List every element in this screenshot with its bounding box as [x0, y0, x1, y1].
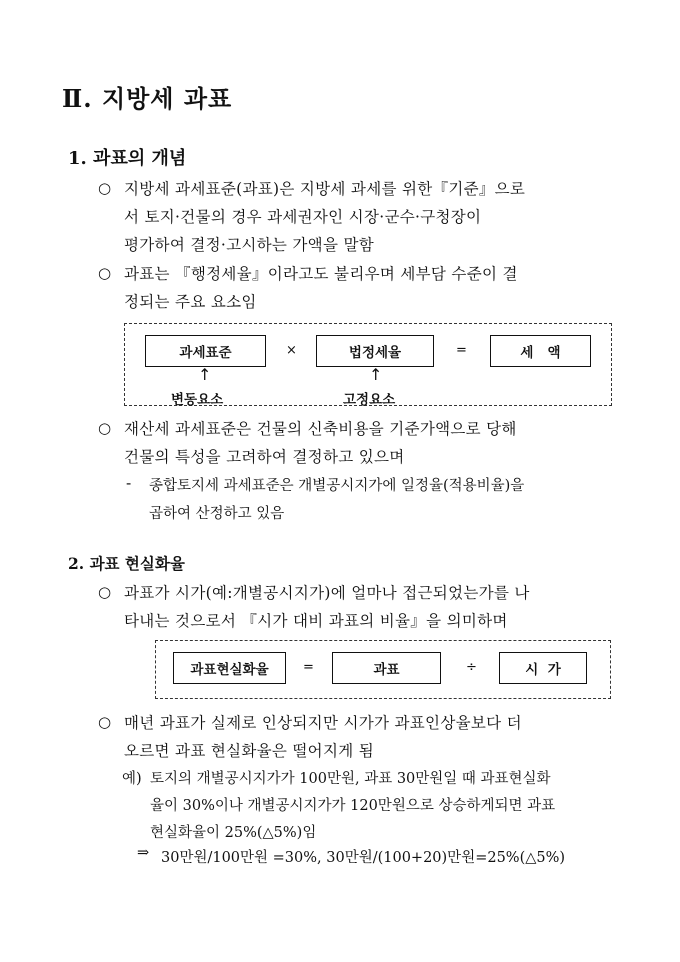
section-1-heading: 1. 과표의 개념	[68, 148, 187, 169]
bullet-icon: ○	[98, 264, 112, 282]
up-arrow-icon: ↑	[369, 365, 383, 384]
example-line1: 토지의 개별공시지가가 100만원, 과표 30만원일 때 과표현실화	[150, 771, 551, 787]
formula-2-ratio-box: 과표현실화율	[173, 652, 286, 684]
s1-sub-line1: 종합토지세 과세표준은 개별공시지가에 일정율(적용비율)을	[149, 478, 525, 494]
equals-operator: =	[456, 343, 467, 358]
multiply-operator: ×	[286, 343, 297, 358]
fixed-factor-label: 고정요소	[343, 392, 396, 408]
right-arrow-icon: ⇒	[137, 845, 150, 861]
formula-1-tax-amount-box: 세 액	[490, 335, 591, 367]
s1-p1-line3: 평가하여 결정·고시하는 가액을 말함	[124, 236, 375, 254]
sub-dash: -	[126, 474, 132, 492]
example-line2: 율이 30%이나 개별공시지가가 120만원으로 상승하게되면 과표	[150, 798, 556, 814]
formula-1-legal-rate-box: 법정세율	[316, 335, 434, 367]
divide-operator: ÷	[466, 660, 477, 675]
calculation-line: 30만원/100만원 =30%, 30만원/(100+20)만원=25%(△5%)	[161, 850, 566, 866]
s2-p1-line2: 타내는 것으로서 『시가 대비 과표의 비율』을 의미하며	[124, 612, 508, 630]
s2-p1-line1: 과표가 시가(예:개별공시지가)에 얼마나 접근되었는가를 나	[124, 584, 530, 602]
formula-2-market-price-box: 시 가	[499, 652, 587, 684]
page-title: Ⅱ. 지방세 과표	[62, 84, 233, 113]
s1-p2-line2: 정되는 주요 요소임	[124, 293, 257, 311]
example-line3: 현실화율이 25%(△5%)임	[150, 825, 317, 841]
s2-p2-line1: 매년 과표가 실제로 인상되지만 시가가 과표인상율보다 더	[124, 714, 522, 732]
bullet-icon: ○	[98, 713, 112, 731]
equals-operator: =	[303, 660, 314, 675]
bullet-icon: ○	[98, 179, 112, 197]
section-2-heading: 2. 과표 현실화율	[68, 554, 185, 573]
variable-factor-label: 변동요소	[171, 392, 224, 408]
bullet-icon: ○	[98, 419, 112, 437]
s1-p2-line1: 과표는 『행정세율』이라고도 불리우며 세부담 수준이 결	[124, 265, 518, 283]
s2-p2-line2: 오르면 과표 현실화율은 떨어지게 됨	[124, 742, 375, 760]
formula-2-tax-base-box: 과표	[332, 652, 441, 684]
up-arrow-icon: ↑	[198, 365, 212, 384]
bullet-icon: ○	[98, 583, 112, 601]
s1-sub-line2: 곱하여 산정하고 있음	[149, 506, 285, 522]
example-label: 예)	[122, 771, 142, 787]
s1-p3-line2: 건물의 특성을 고려하여 결정하고 있으며	[124, 448, 405, 466]
formula-1-tax-base-box: 과세표준	[145, 335, 266, 367]
s1-p3-line1: 재산세 과세표준은 건물의 신축비용을 기준가액으로 당해	[124, 420, 517, 438]
s1-p1-line2: 서 토지·건물의 경우 과세권자인 시장·군수·구청장이	[124, 208, 482, 226]
s1-p1-line1: 지방세 과세표준(과표)은 지방세 과세를 위한『기준』으로	[124, 180, 526, 198]
